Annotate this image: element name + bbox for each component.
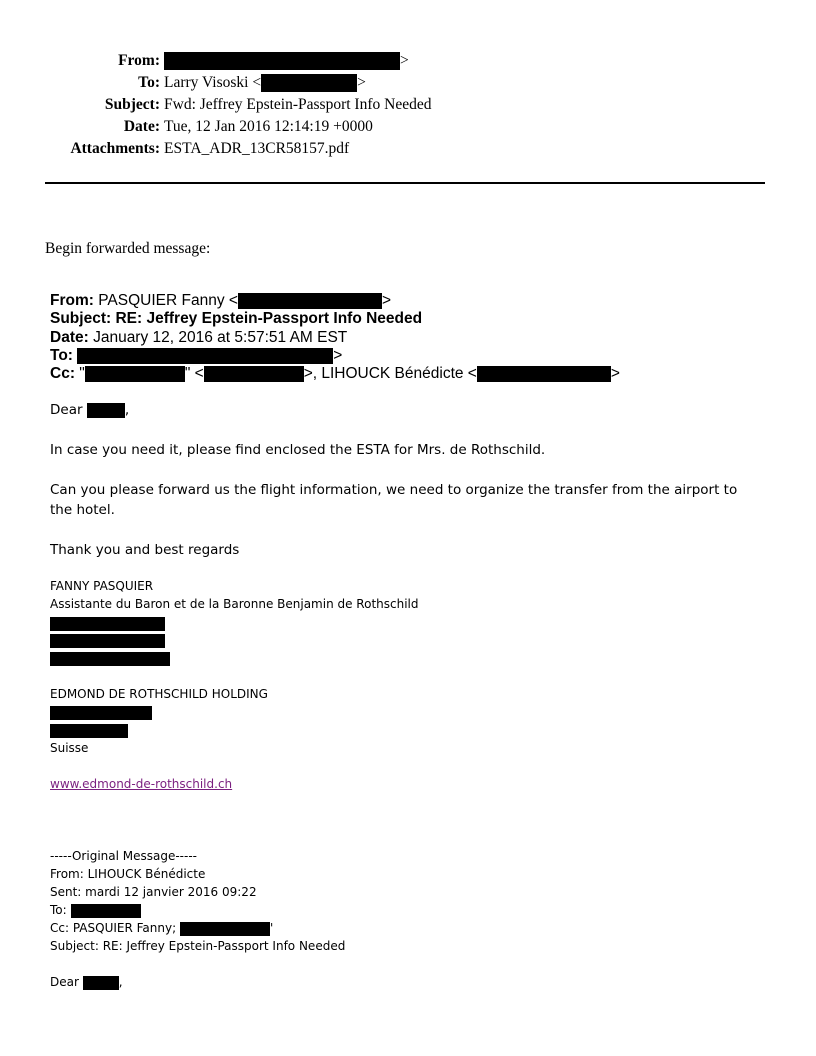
redaction — [50, 634, 165, 648]
redaction — [164, 52, 400, 70]
original-to: To: — [50, 901, 141, 919]
fwd-subject-row: Subject: RE: Jeffrey Epstein-Passport Info Needed — [50, 310, 423, 328]
website-link[interactable]: www.edmond-de-rothschild.ch — [50, 777, 233, 791]
attachments-label: Attachments: — [70, 140, 160, 157]
paragraph-1: In case you need it, please find enclosed the ESTA for Mrs. de Rothschild. — [50, 442, 546, 458]
redaction — [238, 293, 382, 309]
redaction — [477, 366, 611, 382]
attachment-filename[interactable]: ESTA_ADR_13CR58157.pdf — [164, 140, 350, 157]
to-value: Larry Visoski < — [164, 74, 262, 91]
redaction — [83, 976, 119, 990]
redaction — [85, 366, 185, 382]
fwd-cc-row: Cc: " " < >, LIHOUCK Bénédicte < > — [50, 365, 620, 383]
begin-forwarded: Begin forwarded message: — [45, 240, 211, 257]
from-label: From: — [118, 52, 160, 69]
header-from-row: From: > — [118, 52, 409, 69]
original-from: From: LIHOUCK Bénédicte — [50, 867, 206, 881]
subject-label: Subject: — [104, 96, 160, 113]
redaction — [50, 652, 170, 666]
subject-value: Fwd: Jeffrey Epstein-Passport Info Needed — [164, 96, 432, 113]
signature-company: EDMOND DE ROTHSCHILD HOLDING — [50, 687, 268, 701]
date-label: Date: — [123, 118, 160, 135]
original-sent: Sent: mardi 12 janvier 2016 09:22 — [50, 885, 257, 899]
redaction — [261, 74, 357, 92]
redaction — [50, 724, 128, 738]
forwarded-header — [50, 292, 620, 383]
original-greeting: Dear , — [50, 975, 123, 989]
signature-country: Suisse — [50, 741, 89, 755]
original-subject: Subject: RE: Jeffrey Epstein-Passport Info Needed — [50, 939, 346, 953]
original-separator: -----Original Message----- — [50, 849, 197, 863]
date-value: Tue, 12 Jan 2016 12:14:19 +0000 — [164, 118, 373, 135]
header-subject-row — [0, 96, 816, 118]
original-cc: Cc: PASQUIER Fanny; ' — [50, 921, 274, 935]
redaction — [77, 348, 333, 364]
fwd-to-row: To: > — [50, 346, 343, 364]
closing: Thank you and best regards — [50, 542, 240, 558]
redaction — [180, 922, 270, 936]
header-date-row — [0, 118, 816, 140]
fwd-from-row: From: PASQUIER Fanny < > — [50, 292, 391, 309]
greeting: Dear , — [50, 402, 130, 418]
header-attachments-row — [0, 140, 816, 162]
header-to-row: To: Larry Visoski < > — [138, 74, 366, 91]
redaction — [50, 617, 165, 631]
signature-name: FANNY PASQUIER — [50, 579, 154, 593]
paragraph-2: Can you please forward us the flight information, we need to organize the transfer from the airport to the hotel. — [50, 482, 738, 518]
fwd-date-row: Date: January 12, 2016 at 5:57:51 AM EST — [50, 328, 348, 346]
redaction — [71, 904, 141, 918]
redaction — [50, 706, 152, 720]
redaction — [204, 366, 304, 382]
email-header — [0, 52, 816, 162]
header-divider — [45, 182, 765, 184]
signature-title: Assistante du Baron et de la Baronne Benjamin de Rothschild — [50, 597, 419, 611]
redaction — [87, 403, 125, 418]
to-label: To: — [138, 74, 160, 91]
